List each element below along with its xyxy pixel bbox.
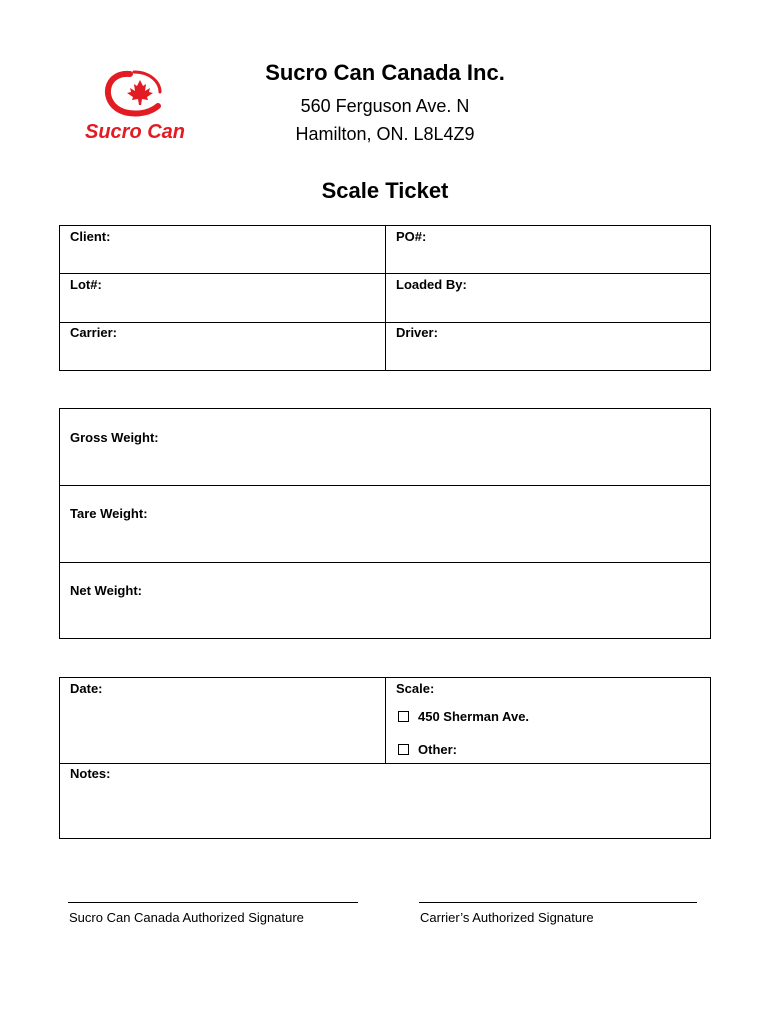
company-name: Sucro Can Canada Inc. — [265, 60, 505, 85]
po-field[interactable]: PO#: — [396, 229, 427, 244]
scale-option-label: Other: — [418, 742, 457, 757]
scale-option-other[interactable] — [398, 742, 457, 757]
scale-option-label: 450 Sherman Ave. — [418, 709, 530, 724]
weights-table — [59, 408, 711, 639]
loaded-by-field[interactable]: Loaded By: — [396, 277, 467, 292]
address-line-2: Hamilton, ON. L8L4Z9 — [295, 124, 475, 144]
table-divider — [60, 562, 710, 563]
sucro-can-logo-icon — [80, 66, 205, 144]
details-table — [59, 677, 711, 839]
company-signature-line[interactable] — [68, 902, 358, 903]
notes-field[interactable]: Notes: — [70, 766, 111, 781]
logo-wordmark: Sucro Can — [85, 121, 186, 143]
lot-field[interactable]: Lot#: — [70, 277, 102, 292]
driver-field[interactable]: Driver: — [396, 325, 438, 340]
table-divider — [60, 763, 710, 764]
date-field[interactable]: Date: — [70, 681, 103, 696]
table-divider — [60, 485, 710, 486]
checkbox-icon[interactable] — [398, 744, 409, 755]
table-divider — [385, 226, 386, 370]
company-signature-label: Sucro Can Canada Authorized Signature — [69, 910, 304, 925]
carrier-signature-label: Carrier’s Authorized Signature — [420, 910, 594, 925]
client-field[interactable]: Client: — [70, 229, 111, 244]
shipment-table — [59, 225, 711, 371]
table-divider — [60, 322, 710, 323]
address-line-1: 560 Ferguson Ave. N — [300, 96, 470, 116]
tare-weight-field[interactable]: Tare Weight: — [70, 506, 148, 521]
scale-label: Scale: — [396, 681, 435, 696]
document-title: Scale Ticket — [321, 178, 449, 203]
net-weight-field[interactable]: Net Weight: — [70, 583, 142, 598]
table-divider — [60, 273, 710, 274]
maple-leaf-icon — [127, 80, 153, 105]
carrier-signature-line[interactable] — [419, 902, 697, 903]
checkbox-icon[interactable] — [398, 711, 409, 722]
gross-weight-field[interactable]: Gross Weight: — [70, 430, 159, 445]
scale-option-sherman[interactable] — [398, 709, 529, 724]
table-divider — [385, 678, 386, 763]
company-logo — [80, 66, 205, 144]
carrier-field[interactable]: Carrier: — [70, 325, 117, 340]
